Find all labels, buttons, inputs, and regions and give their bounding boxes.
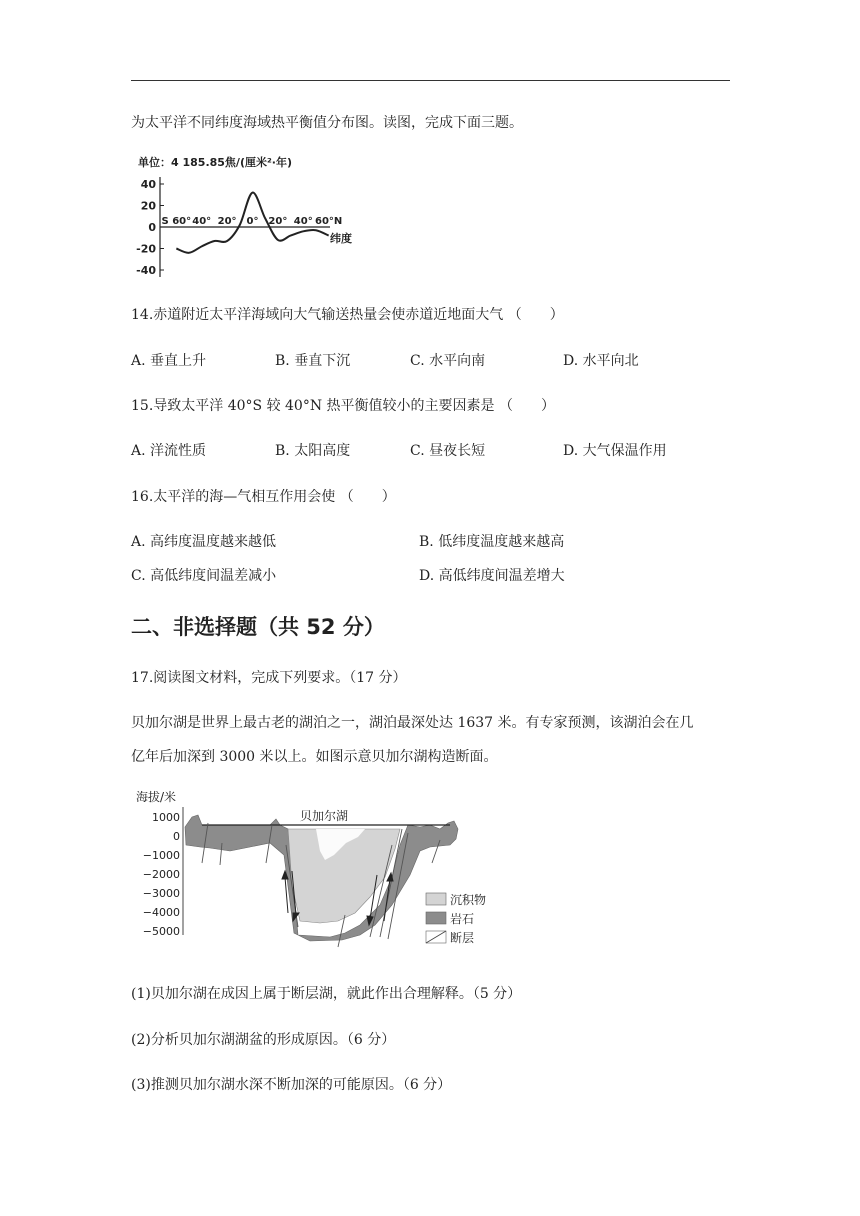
y-tick-label: -40	[136, 264, 156, 277]
lake-label: 贝加尔湖	[300, 809, 349, 823]
x-tick-label: 40°	[293, 216, 313, 227]
q15-option-c: C. 昼夜长短	[410, 443, 486, 459]
elev-tick-minus5000: −5000	[142, 925, 180, 938]
q15-option-b: B. 太阳高度	[275, 443, 351, 459]
y-tick-label: 40	[140, 178, 156, 191]
legend-label-sediment: 沉积物	[450, 893, 487, 907]
q14-option-c: C. 水平向南	[410, 353, 486, 369]
chart-unit-label: 单位：4 185.85焦/(厘米²·年)	[138, 156, 292, 169]
legend-swatch-rock	[426, 912, 446, 924]
x-tick-label: 20°	[268, 216, 288, 227]
q17-stem: 17.阅读图文材料，完成下列要求。（17 分）	[131, 670, 407, 686]
q16-option-b: B. 低纬度温度越来越高	[419, 534, 565, 550]
q14-option-d: D. 水平向北	[563, 353, 639, 369]
legend-swatch-sediment	[426, 893, 446, 905]
x-tick-label: 60°N	[315, 216, 343, 227]
elev-tick-minus4000: −4000	[142, 906, 180, 919]
y-tick-label: -20	[136, 242, 156, 256]
x-axis-label: 纬度	[330, 232, 352, 245]
q15-option-a: A. 洋流性质	[131, 443, 207, 459]
elev-tick-0: 0	[173, 830, 180, 843]
q17-paragraph-line1: 贝加尔湖是世界上最古老的湖泊之一，湖泊最深处达 1637 米。有专家预测，该湖泊会在几	[131, 715, 694, 731]
header-rule	[131, 80, 730, 81]
elevation-tick-labels	[143, 811, 180, 938]
q14-option-b: B. 垂直下沉	[275, 353, 351, 369]
intro-text: 为太平洋不同纬度海域热平衡值分布图。读图，完成下面三题。	[131, 115, 523, 131]
elev-tick-minus1000: −1000	[142, 849, 180, 862]
y-tick-label: 0	[148, 221, 156, 234]
q15-stem: 15.导致太平洋 40°S 较 40°N 热平衡值较小的主要因素是 （ ）	[131, 398, 555, 414]
q17-sub1: (1)贝加尔湖在成因上属于断层湖，就此作出合理解释。（5 分）	[131, 986, 522, 1002]
elev-tick-minus3000: −3000	[142, 887, 180, 900]
x-tick-label: 40°	[192, 216, 212, 227]
elev-tick-1000: 1000	[152, 811, 180, 824]
legend-label-fault: 断层	[450, 931, 475, 945]
elev-tick-minus2000: −2000	[142, 868, 180, 881]
x-tick-label: S 60°	[161, 216, 192, 227]
q16-option-a: A. 高纬度温度越来越低	[131, 534, 277, 550]
q16-option-d: D. 高低纬度间温差增大	[419, 568, 565, 584]
x-tick-label: 0°	[246, 216, 259, 227]
q17-sub2: (2)分析贝加尔湖湖盆的形成原因。（6 分）	[131, 1032, 396, 1048]
q14-option-a: A. 垂直上升	[131, 353, 207, 369]
q16-stem: 16.太平洋的海—气相互作用会使 （ ）	[131, 489, 396, 505]
y-tick-label: 20	[140, 199, 156, 213]
baikal-cross-section-figure	[130, 785, 500, 955]
q17-paragraph-line2: 亿年后加深到 3000 米以上。如图示意贝加尔湖构造断面。	[131, 749, 498, 765]
q16-option-c: C. 高低纬度间温差减小	[131, 568, 277, 584]
q15-option-d: D. 大气保温作用	[563, 443, 667, 459]
section-heading: 二、非选择题（共 52 分）	[131, 615, 385, 639]
legend-label-rock: 岩石	[450, 912, 475, 926]
heat-balance-chart	[130, 152, 370, 282]
elevation-axis-label: 海拔/米	[136, 790, 177, 804]
q17-sub3: (3)推测贝加尔湖水深不断加深的可能原因。（6 分）	[131, 1077, 452, 1093]
x-tick-label: 20°	[217, 216, 237, 227]
q14-stem: 14.赤道附近太平洋海域向大气输送热量会使赤道近地面大气 （ ）	[131, 307, 564, 323]
